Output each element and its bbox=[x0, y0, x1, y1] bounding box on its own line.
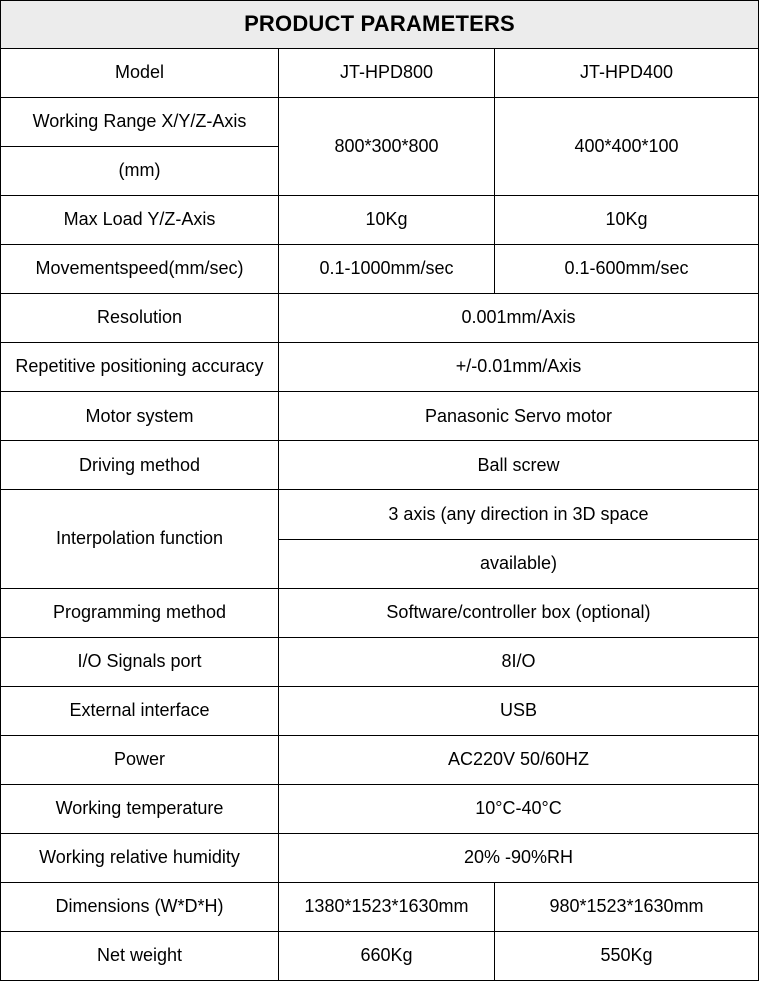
net-weight-value-1: 660Kg bbox=[279, 931, 495, 980]
table-row-motor-system bbox=[1, 392, 759, 441]
driving-method-value: Ball screw bbox=[279, 441, 759, 490]
table-row-power bbox=[1, 735, 759, 784]
table-row-max-load bbox=[1, 196, 759, 245]
working-range-label-line2: (mm) bbox=[118, 160, 161, 181]
table-row-io-port bbox=[1, 637, 759, 686]
movement-speed-value-1: 0.1-1000mm/sec bbox=[279, 245, 495, 294]
table-row-humidity bbox=[1, 833, 759, 882]
resolution-value: 0.001mm/Axis bbox=[279, 294, 759, 343]
row-label-max-load: Max Load Y/Z-Axis bbox=[1, 196, 279, 245]
table-row-working-temperature bbox=[1, 784, 759, 833]
dimensions-value-1: 1380*1523*1630mm bbox=[279, 882, 495, 931]
table-row-resolution bbox=[1, 294, 759, 343]
table-row-movement-speed bbox=[1, 245, 759, 294]
working-temperature-value: 10°C-40°C bbox=[279, 784, 759, 833]
interpolation-value bbox=[279, 490, 759, 588]
net-weight-value-2: 550Kg bbox=[495, 931, 759, 980]
io-port-value: 8I/O bbox=[279, 637, 759, 686]
model-name-1: JT-HPD800 bbox=[279, 49, 495, 98]
power-value: AC220V 50/60HZ bbox=[279, 735, 759, 784]
table-row-interpolation bbox=[1, 490, 759, 588]
motor-system-value: Panasonic Servo motor bbox=[279, 392, 759, 441]
row-label-working-range bbox=[1, 98, 279, 196]
row-label-movement-speed: Movementspeed(mm/sec) bbox=[1, 245, 279, 294]
interpolation-value-line1: 3 axis (any direction in 3D space bbox=[279, 490, 758, 539]
working-range-label-line1: Working Range X/Y/Z-Axis bbox=[1, 98, 278, 147]
row-label-programming-method: Programming method bbox=[1, 588, 279, 637]
row-label-io-port: I/O Signals port bbox=[1, 637, 279, 686]
table-row-working-range bbox=[1, 98, 759, 196]
model-name-2: JT-HPD400 bbox=[495, 49, 759, 98]
row-label-driving-method: Driving method bbox=[1, 441, 279, 490]
title-row bbox=[1, 1, 759, 49]
row-label-dimensions: Dimensions (W*D*H) bbox=[1, 882, 279, 931]
row-label-repeat-accuracy: Repetitive positioning accuracy bbox=[1, 343, 279, 392]
table-row-external-interface bbox=[1, 686, 759, 735]
working-range-value-1: 800*300*800 bbox=[279, 98, 495, 196]
working-range-value-2: 400*400*100 bbox=[495, 98, 759, 196]
row-label-motor-system: Motor system bbox=[1, 392, 279, 441]
row-label-net-weight: Net weight bbox=[1, 931, 279, 980]
table-title: PRODUCT PARAMETERS bbox=[1, 1, 759, 49]
humidity-value: 20% -90%RH bbox=[279, 833, 759, 882]
row-label-working-temperature: Working temperature bbox=[1, 784, 279, 833]
row-label-resolution: Resolution bbox=[1, 294, 279, 343]
table-row-dimensions bbox=[1, 882, 759, 931]
table-row-programming-method bbox=[1, 588, 759, 637]
dimensions-value-2: 980*1523*1630mm bbox=[495, 882, 759, 931]
programming-method-value: Software/controller box (optional) bbox=[279, 588, 759, 637]
movement-speed-value-2: 0.1-600mm/sec bbox=[495, 245, 759, 294]
table-row-net-weight bbox=[1, 931, 759, 980]
table-row-model bbox=[1, 49, 759, 98]
table-row-driving-method bbox=[1, 441, 759, 490]
row-label-interpolation: Interpolation function bbox=[1, 490, 279, 588]
row-label-model: Model bbox=[1, 49, 279, 98]
repeat-accuracy-value: +/-0.01mm/Axis bbox=[279, 343, 759, 392]
interpolation-value-line2: available) bbox=[479, 552, 558, 573]
row-label-humidity: Working relative humidity bbox=[1, 833, 279, 882]
row-label-power: Power bbox=[1, 735, 279, 784]
row-label-external-interface: External interface bbox=[1, 686, 279, 735]
external-interface-value: USB bbox=[279, 686, 759, 735]
table-row-repeat-accuracy bbox=[1, 343, 759, 392]
max-load-value-2: 10Kg bbox=[495, 196, 759, 245]
max-load-value-1: 10Kg bbox=[279, 196, 495, 245]
